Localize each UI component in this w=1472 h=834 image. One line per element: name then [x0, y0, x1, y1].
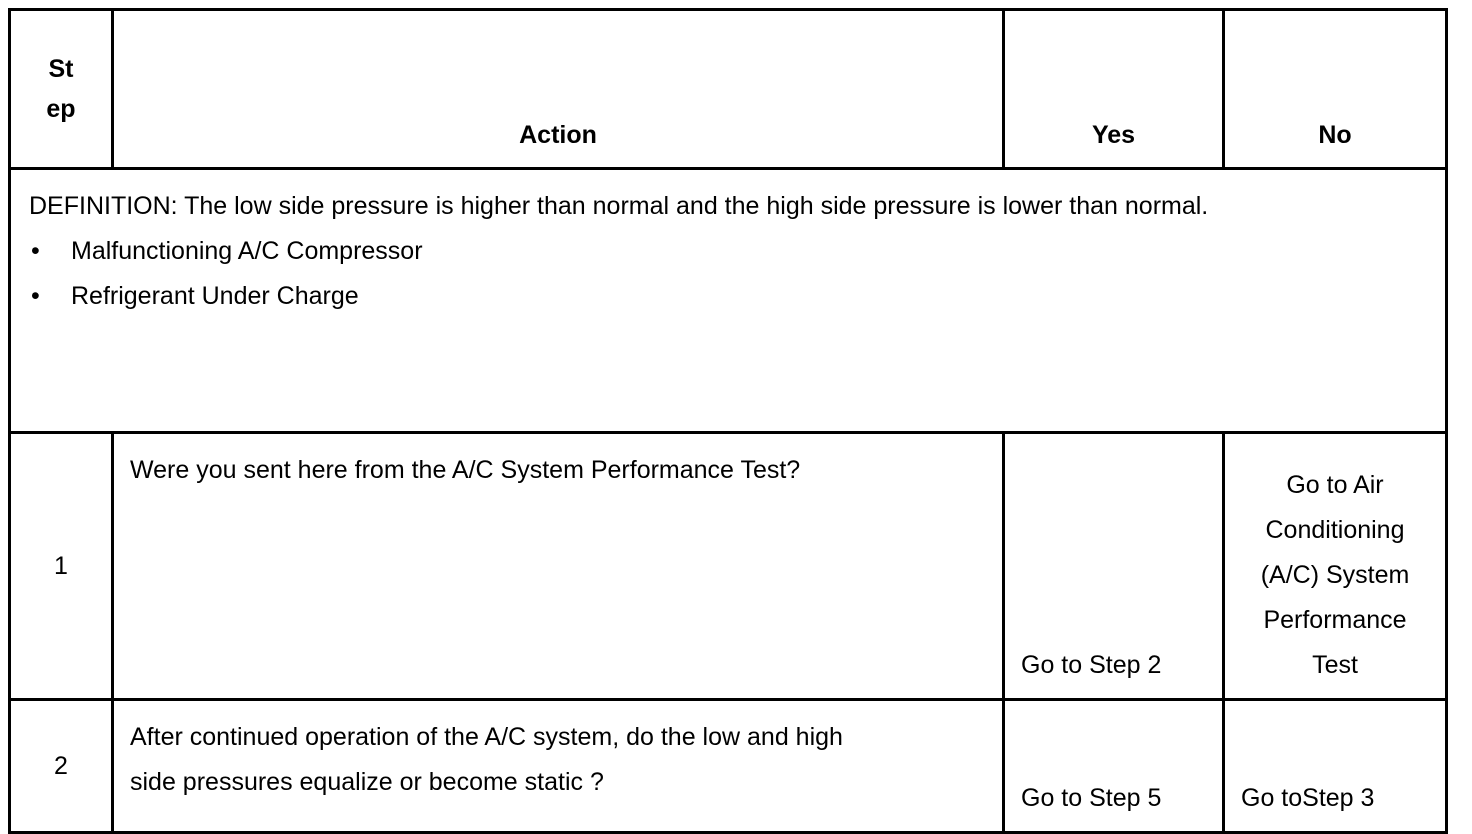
step-no-result[interactable]: Go toStep 3 [1224, 700, 1447, 833]
step-action [113, 700, 1004, 833]
action-line: side pressures equalize or become static ? [130, 768, 604, 796]
no-result-line: (A/C) System [1260, 561, 1410, 589]
no-result-line: Performance [1263, 606, 1407, 634]
header-action: Action [113, 10, 1004, 169]
header-no: No [1224, 10, 1447, 169]
header-step-line1: St [48, 55, 74, 83]
definition-bullet-1: Malfunctioning A/C Compressor [71, 237, 423, 265]
step-yes-result[interactable]: Go to Step 5 [1004, 700, 1224, 833]
diagnostic-table [8, 8, 1448, 834]
action-line: After continued operation of the A/C system, do the low and high [130, 723, 843, 751]
step-no-result[interactable] [1224, 433, 1447, 700]
table-row [10, 700, 1447, 833]
no-result-line: Go to Air [1286, 471, 1384, 499]
header-yes: Yes [1004, 10, 1224, 169]
list-item [29, 229, 1427, 274]
list-item [29, 274, 1427, 319]
no-result-line: Conditioning [1265, 516, 1405, 544]
step-action: Were you sent here from the A/C System Performance Test? [113, 433, 1004, 700]
definition-bullet-2: Refrigerant Under Charge [71, 282, 359, 310]
definition-cell [10, 169, 1447, 433]
bullet-icon: • [31, 282, 40, 310]
header-step [10, 10, 113, 169]
header-step-line2: ep [46, 95, 76, 123]
definition-text: DEFINITION: The low side pressure is higher than normal and the high side pressure is lower than normal. [29, 192, 1209, 220]
table-row [10, 433, 1447, 700]
table-header-row [10, 10, 1447, 169]
step-number: 1 [10, 433, 113, 700]
definition-row [10, 169, 1447, 433]
no-result-line: Test [1312, 651, 1358, 679]
step-number: 2 [10, 700, 113, 833]
bullet-icon: • [31, 237, 40, 265]
step-yes-result[interactable]: Go to Step 2 [1004, 433, 1224, 700]
